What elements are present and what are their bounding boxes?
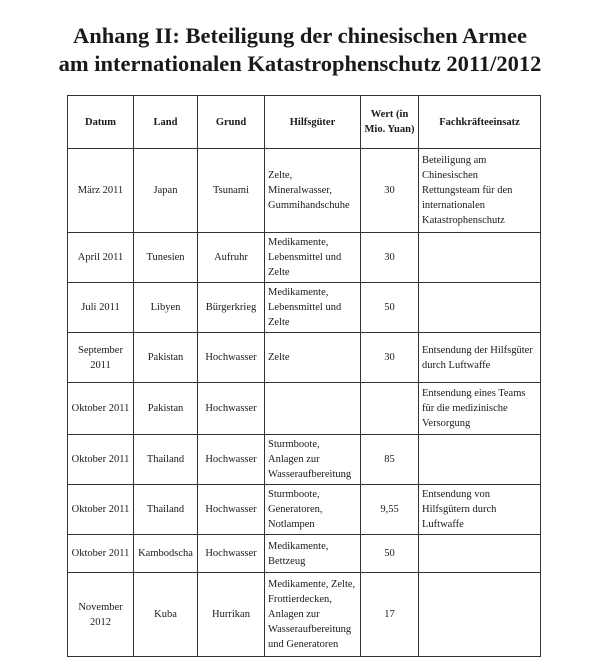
cell-land: Libyen xyxy=(134,283,198,333)
cell-wert: 50 xyxy=(361,283,419,333)
title-line-1: Anhang II: Beteiligung der chinesischen Armee xyxy=(73,23,527,48)
cell-hilfsgueter xyxy=(265,383,361,435)
cell-grund: Bürgerkrieg xyxy=(198,283,265,333)
cell-grund: Hochwasser xyxy=(198,485,265,535)
cell-wert: 50 xyxy=(361,535,419,573)
cell-land: Kambodscha xyxy=(134,535,198,573)
table-header-row xyxy=(68,96,541,149)
cell-datum: September 2011 xyxy=(68,333,134,383)
cell-fachkraefte xyxy=(419,233,541,283)
table-row xyxy=(68,383,541,435)
cell-land: Thailand xyxy=(134,485,198,535)
cell-fachkraefte xyxy=(419,435,541,485)
cell-fachkraefte: Entsendung der Hilfsgüter durch Luftwaffe xyxy=(419,333,541,383)
cell-land: Kuba xyxy=(134,573,198,657)
table-row xyxy=(68,535,541,573)
cell-hilfsgueter: Sturmboote, Generatoren, Notlampen xyxy=(265,485,361,535)
cell-wert: 30 xyxy=(361,149,419,233)
cell-grund: Tsunami xyxy=(198,149,265,233)
header-fachkraefte: Fachkräfteeinsatz xyxy=(419,96,541,149)
table-row xyxy=(68,233,541,283)
cell-hilfsgueter: Zelte xyxy=(265,333,361,383)
cell-land: Pakistan xyxy=(134,383,198,435)
title-line-2: am internationalen Katastrophenschutz 2011/2012 xyxy=(58,51,542,76)
cell-fachkraefte: Entsendung eines Teams für die medizinische Versorgung xyxy=(419,383,541,435)
aid-table xyxy=(67,95,541,657)
cell-hilfsgueter: Medikamente, Lebensmittel und Zelte xyxy=(265,233,361,283)
cell-fachkraefte: Beteiligung am Chinesischen Rettungsteam für den internationalen Katastrophenschutz xyxy=(419,149,541,233)
cell-grund: Hurrikan xyxy=(198,573,265,657)
table-row xyxy=(68,485,541,535)
cell-datum: November 2012 xyxy=(68,573,134,657)
cell-fachkraefte xyxy=(419,535,541,573)
table-row xyxy=(68,435,541,485)
cell-wert: 30 xyxy=(361,333,419,383)
header-datum: Datum xyxy=(68,96,134,149)
header-hilfsgueter: Hilfsgüter xyxy=(265,96,361,149)
cell-wert: 85 xyxy=(361,435,419,485)
cell-datum: Oktober 2011 xyxy=(68,435,134,485)
cell-hilfsgueter: Sturmboote, Anlagen zur Wasseraufbereitung xyxy=(265,435,361,485)
cell-land: Pakistan xyxy=(134,333,198,383)
cell-grund: Hochwasser xyxy=(198,383,265,435)
cell-wert: 9,55 xyxy=(361,485,419,535)
cell-grund: Hochwasser xyxy=(198,333,265,383)
cell-datum: Oktober 2011 xyxy=(68,383,134,435)
cell-hilfsgueter: Zelte, Mineralwasser, Gummihandschuhe xyxy=(265,149,361,233)
cell-datum: April 2011 xyxy=(68,233,134,283)
cell-fachkraefte xyxy=(419,573,541,657)
cell-hilfsgueter: Medikamente, Bettzeug xyxy=(265,535,361,573)
table-row xyxy=(68,573,541,657)
cell-grund: Hochwasser xyxy=(198,535,265,573)
cell-hilfsgueter: Medikamente, Zelte, Frottierdecken, Anlagen zur Wasseraufbereitung und Generatoren xyxy=(265,573,361,657)
cell-land: Thailand xyxy=(134,435,198,485)
cell-datum: Juli 2011 xyxy=(68,283,134,333)
cell-land: Japan xyxy=(134,149,198,233)
cell-grund: Hochwasser xyxy=(198,435,265,485)
cell-land: Tunesien xyxy=(134,233,198,283)
table-row xyxy=(68,149,541,233)
table-row xyxy=(68,333,541,383)
document-title xyxy=(0,22,600,78)
header-grund: Grund xyxy=(198,96,265,149)
cell-datum: Oktober 2011 xyxy=(68,485,134,535)
header-land: Land xyxy=(134,96,198,149)
cell-wert: 17 xyxy=(361,573,419,657)
cell-wert: 30 xyxy=(361,233,419,283)
cell-fachkraefte: Entsendung von Hilfsgütern durch Luftwaffe xyxy=(419,485,541,535)
cell-fachkraefte xyxy=(419,283,541,333)
cell-datum: März 2011 xyxy=(68,149,134,233)
cell-hilfsgueter: Medikamente, Lebensmittel und Zelte xyxy=(265,283,361,333)
cell-grund: Aufruhr xyxy=(198,233,265,283)
cell-datum: Oktober 2011 xyxy=(68,535,134,573)
cell-wert xyxy=(361,383,419,435)
header-wert: Wert (in Mio. Yuan) xyxy=(361,96,419,149)
table-row xyxy=(68,283,541,333)
